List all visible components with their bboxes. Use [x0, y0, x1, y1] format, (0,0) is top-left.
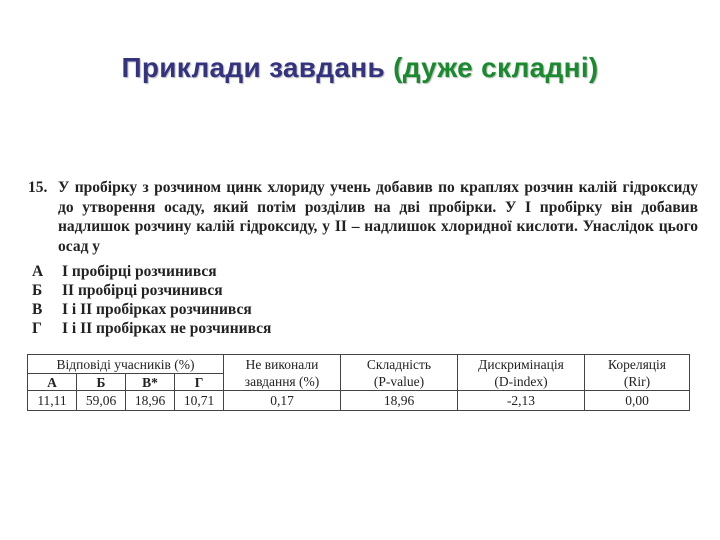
option-text: ІІ пробірці розчинився	[62, 282, 223, 299]
option-text: І і ІІ пробірках не розчинився	[62, 320, 272, 337]
answer-value: 10,71	[175, 391, 224, 411]
not-done-value: 0,17	[224, 391, 341, 411]
header-line: завдання (%)	[244, 373, 320, 389]
option-b	[28, 281, 271, 300]
header-line: Дискримінація	[478, 356, 564, 372]
answer-value: 18,96	[126, 391, 175, 411]
answer-letter: Б	[77, 374, 126, 391]
statistics-table	[27, 354, 690, 411]
answer-value: 11,11	[28, 391, 77, 411]
header-line: (Rir)	[623, 373, 651, 389]
header-line: Кореляція	[608, 356, 666, 372]
title-accent: (дуже складні)	[393, 52, 599, 83]
header-line: Не виконали	[245, 356, 319, 372]
correlation-value: 0,00	[585, 391, 690, 411]
answer-value: 59,06	[77, 391, 126, 411]
answer-options	[28, 262, 271, 338]
task-number: 15.	[28, 179, 48, 196]
page-title	[0, 52, 720, 84]
answer-letter: А	[28, 374, 77, 391]
header-line: (P-value)	[373, 373, 425, 389]
option-letter: Б	[32, 282, 43, 299]
option-letter: В	[32, 301, 43, 318]
table-header-row	[28, 355, 690, 374]
header-line: Складність	[366, 356, 432, 372]
difficulty-header	[341, 355, 458, 391]
option-v	[28, 300, 271, 319]
option-g	[28, 319, 271, 338]
answers-header: Відповіді учасників (%)	[28, 355, 224, 374]
discrimination-value: -2,13	[458, 391, 585, 411]
correlation-header	[585, 355, 690, 391]
discrimination-header	[458, 355, 585, 391]
option-text: І пробірці розчинився	[62, 263, 217, 280]
title-main: Приклади завдань	[121, 52, 385, 83]
answer-letter: В*	[126, 374, 175, 391]
task-text: У пробірку з розчином цинк хлориду учень добавив по краплях розчин калій гідроксиду до утворення осаду, який потім розділив на дві пробірки. У І пробірку він добавив надлишок розчину калій гідроксиду, у ІІ – надлишок хлоридної кислоти. Унаслідок цього осад у	[58, 179, 698, 255]
task-block	[28, 178, 698, 256]
answer-letter: Г	[175, 374, 224, 391]
table-row	[28, 391, 690, 411]
difficulty-value: 18,96	[341, 391, 458, 411]
header-line: (D-index)	[494, 373, 548, 389]
not-done-header	[224, 355, 341, 391]
option-text: І і ІІ пробірках розчинився	[62, 301, 252, 318]
option-letter: Г	[32, 320, 42, 337]
option-a	[28, 262, 271, 281]
option-letter: А	[32, 263, 44, 280]
